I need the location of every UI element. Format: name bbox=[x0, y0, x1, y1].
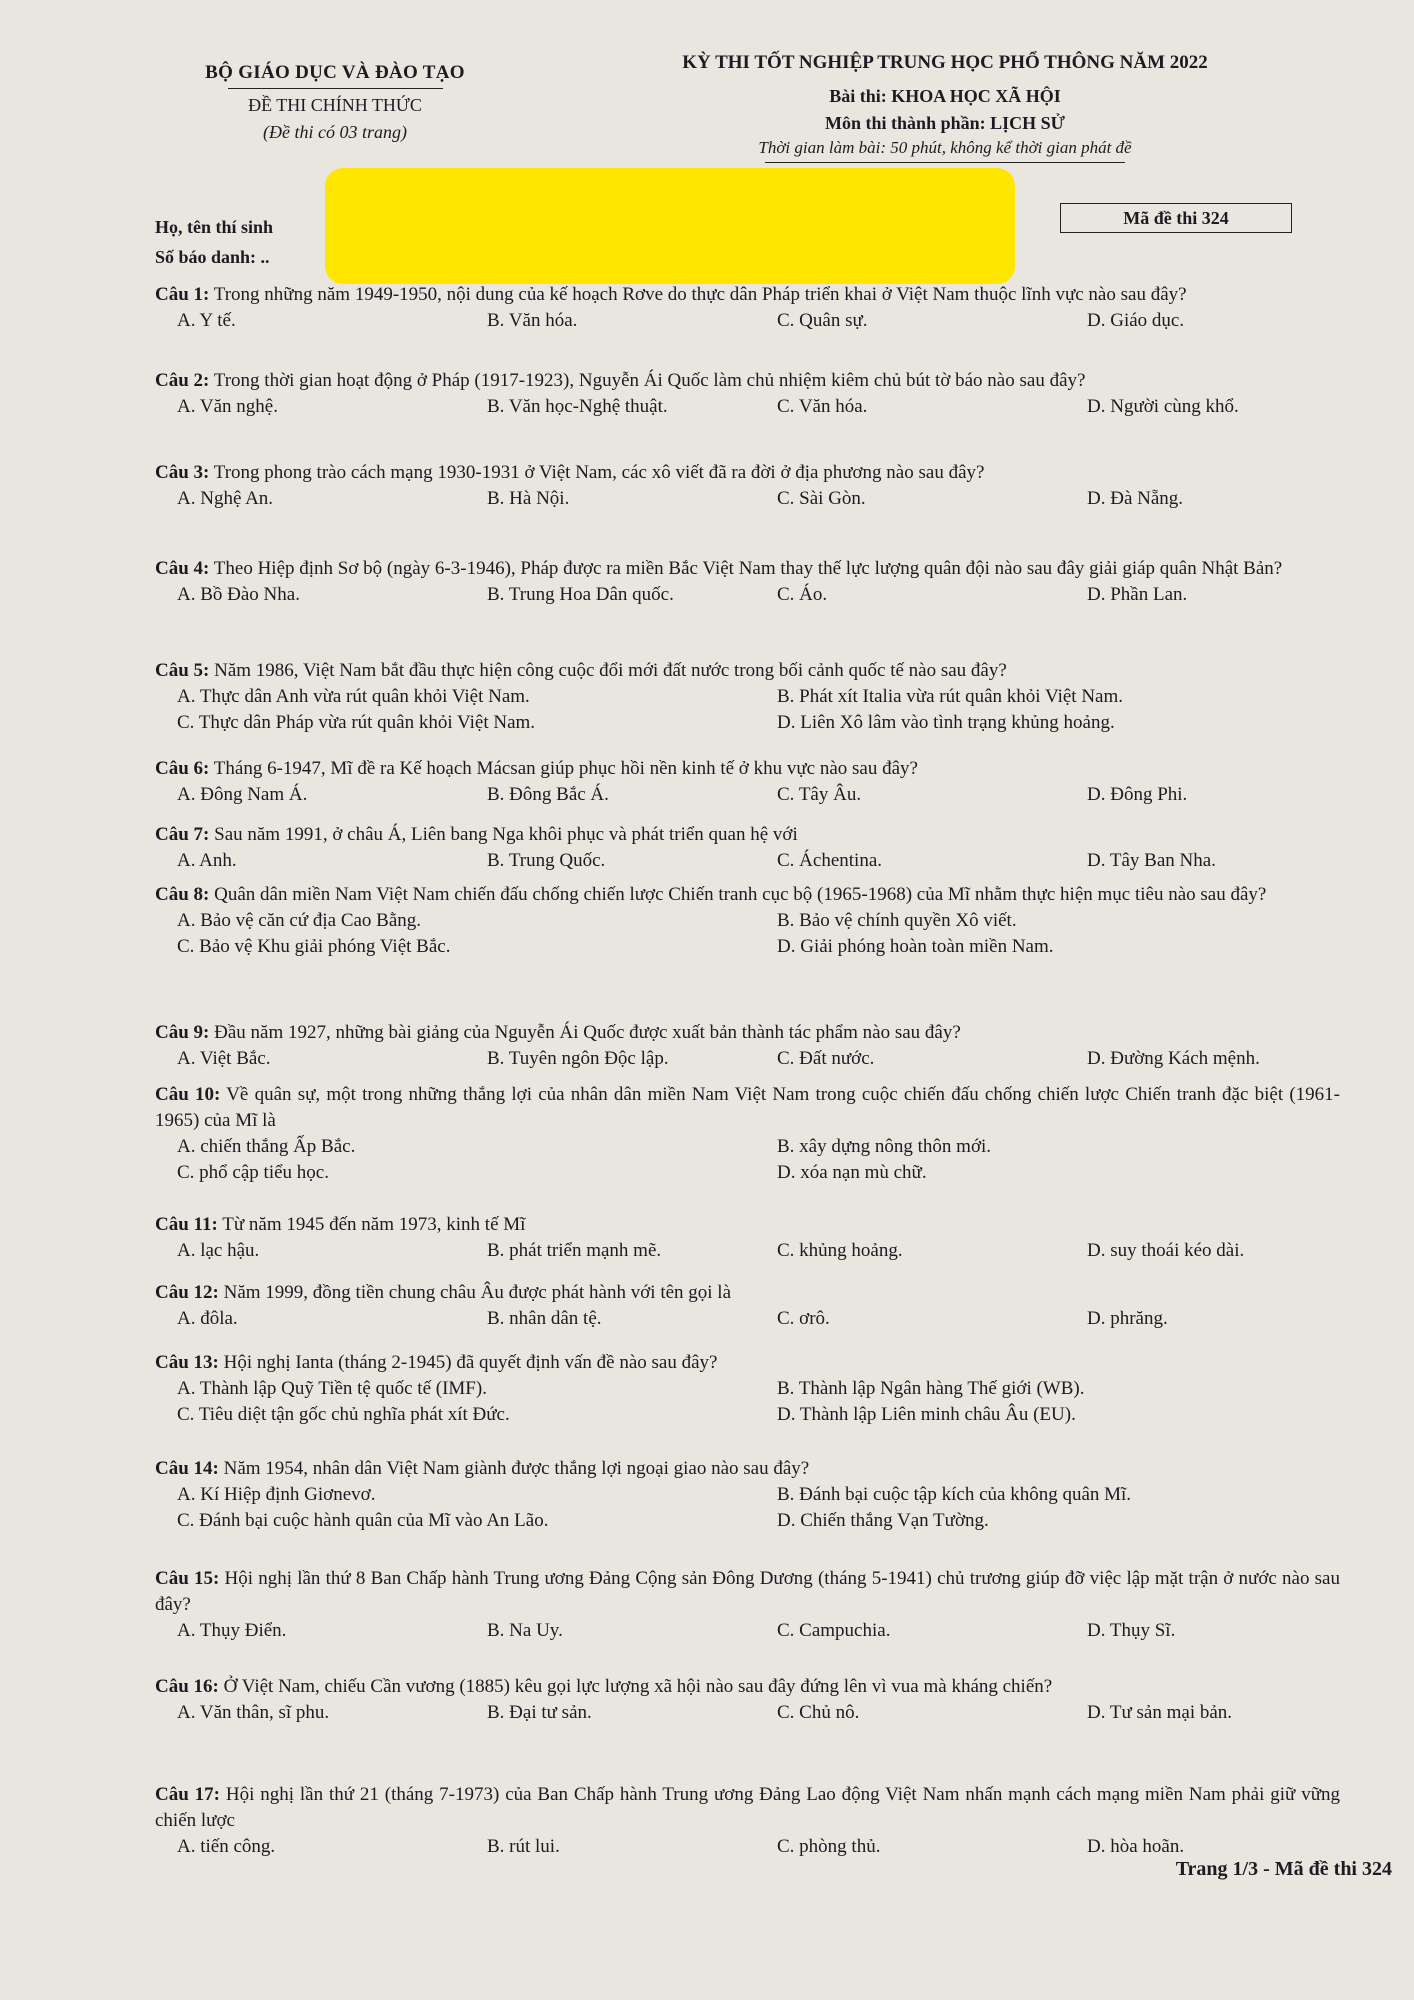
question-label: Câu 10: bbox=[155, 1084, 221, 1105]
option-b[interactable]: B. Văn học-Nghệ thuật. bbox=[487, 396, 668, 417]
option-b[interactable]: B. rút lui. bbox=[487, 1836, 560, 1857]
option-a[interactable]: A. Việt Bắc. bbox=[177, 1048, 271, 1069]
option-d[interactable]: D. Thành lập Liên minh châu Âu (EU). bbox=[777, 1404, 1076, 1425]
option-c[interactable]: C. phổ cập tiểu học. bbox=[177, 1162, 329, 1183]
question-label: Câu 6: bbox=[155, 758, 210, 779]
option-d[interactable]: D. suy thoái kéo dài. bbox=[1087, 1240, 1245, 1261]
question-label: Câu 3: bbox=[155, 462, 210, 483]
option-c[interactable]: C. Tiêu diệt tận gốc chủ nghĩa phát xít Đức. bbox=[177, 1404, 510, 1425]
option-c[interactable]: C. Chủ nô. bbox=[777, 1702, 860, 1723]
option-c[interactable]: C. ơrô. bbox=[777, 1308, 830, 1329]
question-label: Câu 9: bbox=[155, 1022, 210, 1043]
option-d[interactable]: D. Liên Xô lâm vào tình trạng khủng hoảng. bbox=[777, 712, 1115, 733]
option-a[interactable]: A. Thực dân Anh vừa rút quân khỏi Việt Nam. bbox=[177, 686, 530, 707]
option-b[interactable]: B. phát triển mạnh mẽ. bbox=[487, 1240, 662, 1261]
question-7 bbox=[155, 822, 1340, 874]
option-c[interactable]: C. Bảo vệ Khu giải phóng Việt Bắc. bbox=[177, 936, 451, 957]
ministry-name: BỘ GIÁO DỤC VÀ ĐÀO TẠO bbox=[205, 62, 465, 83]
option-b[interactable]: B. Bảo vệ chính quyền Xô viết. bbox=[777, 910, 1017, 931]
option-d[interactable]: D. hòa hoãn. bbox=[1087, 1836, 1185, 1857]
question-stem: Hội nghị Ianta (tháng 2-1945) đã quyết định vấn đề nào sau đây? bbox=[223, 1352, 718, 1373]
option-a[interactable]: A. Bảo vệ căn cứ địa Cao Bằng. bbox=[177, 910, 422, 931]
option-a[interactable]: A. Anh. bbox=[177, 850, 237, 871]
option-c[interactable]: C. Đất nước. bbox=[777, 1048, 875, 1069]
option-b[interactable]: B. xây dựng nông thôn mới. bbox=[777, 1136, 992, 1157]
option-b[interactable]: B. Thành lập Ngân hàng Thế giới (WB). bbox=[777, 1378, 1085, 1399]
question-16 bbox=[155, 1674, 1340, 1726]
option-b[interactable]: B. Trung Quốc. bbox=[487, 850, 606, 871]
option-b[interactable]: B. Tuyên ngôn Độc lập. bbox=[487, 1048, 669, 1069]
question-14 bbox=[155, 1456, 1340, 1534]
option-d[interactable]: D. Tư sản mại bản. bbox=[1087, 1702, 1233, 1723]
component-line: Môn thi thành phần: LỊCH SỬ bbox=[825, 113, 1065, 133]
question-label: Câu 16: bbox=[155, 1676, 219, 1697]
question-label: Câu 2: bbox=[155, 370, 210, 391]
option-c[interactable]: C. khủng hoảng. bbox=[777, 1240, 903, 1261]
option-a[interactable]: A. Y tế. bbox=[177, 310, 236, 331]
option-a[interactable]: A. đôla. bbox=[177, 1308, 238, 1329]
header-rule bbox=[228, 88, 443, 89]
option-c[interactable]: C. Đánh bại cuộc hành quân của Mĩ vào An Lão. bbox=[177, 1510, 549, 1531]
time-note: Thời gian làm bài: 50 phút, không kể thời gian phát đề bbox=[758, 138, 1132, 157]
official-label: ĐỀ THI CHÍNH THỨC bbox=[248, 95, 422, 115]
question-6 bbox=[155, 756, 1340, 808]
question-label: Câu 12: bbox=[155, 1282, 219, 1303]
option-a[interactable]: A. Bồ Đào Nha. bbox=[177, 584, 300, 605]
option-b[interactable]: B. Trung Hoa Dân quốc. bbox=[487, 584, 674, 605]
question-stem: Trong thời gian hoạt động ở Pháp (1917-1923), Nguyễn Ái Quốc làm chủ nhiệm kiêm chủ bút tờ báo nào sau đây? bbox=[213, 370, 1086, 391]
question-10 bbox=[155, 1082, 1340, 1186]
question-8 bbox=[155, 882, 1340, 960]
question-label: Câu 13: bbox=[155, 1352, 219, 1373]
question-label: Câu 8: bbox=[155, 884, 210, 905]
option-c[interactable]: C. Áo. bbox=[777, 584, 828, 605]
question-label: Câu 11: bbox=[155, 1214, 218, 1235]
option-d[interactable]: D. Thụy Sĩ. bbox=[1087, 1620, 1176, 1641]
option-c[interactable]: C. Áchentina. bbox=[777, 850, 883, 871]
option-c[interactable]: C. Thực dân Pháp vừa rút quân khỏi Việt Nam. bbox=[177, 712, 536, 733]
question-4 bbox=[155, 556, 1340, 608]
option-c[interactable]: C. Tây Âu. bbox=[777, 784, 862, 805]
question-2 bbox=[155, 368, 1340, 420]
option-d[interactable]: D. xóa nạn mù chữ. bbox=[777, 1162, 927, 1183]
question-stem: Sau năm 1991, ở châu Á, Liên bang Nga khôi phục và phát triển quan hệ với bbox=[214, 824, 798, 845]
question-3 bbox=[155, 460, 1340, 512]
option-a[interactable]: A. lạc hậu. bbox=[177, 1240, 260, 1261]
question-stem: Từ năm 1945 đến năm 1973, kinh tế Mĩ bbox=[222, 1214, 526, 1235]
question-label: Câu 1: bbox=[155, 284, 210, 305]
question-13 bbox=[155, 1350, 1340, 1428]
subject-line: Bài thi: KHOA HỌC XÃ HỘI bbox=[829, 86, 1061, 106]
option-b[interactable]: B. Na Uy. bbox=[487, 1620, 563, 1641]
question-stem: Theo Hiệp định Sơ bộ (ngày 6-3-1946), Pháp được ra miền Bắc Việt Nam thay thế lực lượng quân đội nào sau đây giải giáp quân Nhật Bản? bbox=[213, 558, 1283, 579]
option-c[interactable]: C. Campuchia. bbox=[777, 1620, 891, 1641]
question-5 bbox=[155, 658, 1340, 736]
option-a[interactable]: A. tiến công. bbox=[177, 1836, 276, 1857]
header-right bbox=[600, 52, 1290, 163]
question-stem: Trong những năm 1949-1950, nội dung của kế hoạch Rơve do thực dân Pháp triển khai ở Việt Nam thuộc lĩnh vực nào sau đây? bbox=[213, 284, 1187, 305]
question-label: Câu 5: bbox=[155, 660, 210, 681]
question-stem: Về quân sự, một trong những thắng lợi của nhân dân miền Nam Việt Nam trong cuộc chiến đấu chống chiến lược Chiến tranh đặc biệt (1961-1965) của Mĩ là bbox=[155, 1084, 1340, 1131]
option-d[interactable]: D. Người cùng khổ. bbox=[1087, 396, 1239, 417]
header-right-rule bbox=[765, 162, 1125, 163]
option-c[interactable]: C. phòng thủ. bbox=[777, 1836, 881, 1857]
candidate-name-label: Họ, tên thí sinh bbox=[155, 217, 274, 237]
option-a[interactable]: A. Kí Hiệp định Giơnevơ. bbox=[177, 1484, 376, 1505]
option-a[interactable]: A. Thành lập Quỹ Tiền tệ quốc tế (IMF). bbox=[177, 1378, 487, 1399]
question-stem: Trong phong trào cách mạng 1930-1931 ở Việt Nam, các xô viết đã ra đời ở địa phương nào sau đây? bbox=[213, 462, 985, 483]
option-b[interactable]: B. nhân dân tệ. bbox=[487, 1308, 602, 1329]
exam-code-box: Mã đề thi 324 bbox=[1060, 203, 1292, 233]
option-c[interactable]: C. Sài Gòn. bbox=[777, 488, 866, 509]
option-b[interactable]: B. Phát xít Italia vừa rút quân khỏi Việt Nam. bbox=[777, 686, 1123, 707]
redaction-block bbox=[325, 168, 1015, 284]
option-d[interactable]: D. Đông Phi. bbox=[1087, 784, 1188, 805]
option-a[interactable]: A. Thụy Điển. bbox=[177, 1620, 287, 1641]
question-stem: Năm 1954, nhân dân Việt Nam giành được thắng lợi ngoại giao nào sau đây? bbox=[223, 1458, 810, 1479]
question-17 bbox=[155, 1782, 1340, 1860]
option-d[interactable]: D. Chiến thắng Vạn Tường. bbox=[777, 1510, 989, 1531]
option-a[interactable]: A. Đông Nam Á. bbox=[177, 784, 308, 805]
option-b[interactable]: B. Đánh bại cuộc tập kích của không quân Mĩ. bbox=[777, 1484, 1132, 1505]
question-label: Câu 14: bbox=[155, 1458, 219, 1479]
pages-note: (Đề thi có 03 trang) bbox=[263, 122, 407, 142]
option-d[interactable]: D. phrăng. bbox=[1087, 1308, 1168, 1329]
question-label: Câu 15: bbox=[155, 1568, 220, 1589]
option-a[interactable]: A. Nghệ An. bbox=[177, 488, 274, 509]
option-b[interactable]: B. Văn hóa. bbox=[487, 310, 578, 331]
option-a[interactable]: A. Văn nghệ. bbox=[177, 396, 278, 417]
question-stem: Quân dân miền Nam Việt Nam chiến đấu chống chiến lược Chiến tranh cục bộ (1965-1968) của Mĩ nhằm thực hiện mục tiêu nào sau đây? bbox=[214, 884, 1267, 905]
question-stem: Hội nghị lần thứ 8 Ban Chấp hành Trung ương Đảng Cộng sản Đông Dương (tháng 5-1941) chủ trương giúp đỡ việc lập mặt trận ở nước nào sau đây? bbox=[155, 1568, 1340, 1615]
question-stem: Ở Việt Nam, chiếu Cần vương (1885) kêu gọi lực lượng xã hội nào sau đây đứng lên vì vua mà kháng chiến? bbox=[223, 1676, 1053, 1697]
question-stem: Đầu năm 1927, những bài giảng của Nguyễn Ái Quốc được xuất bản thành tác phẩm nào sau đây? bbox=[214, 1022, 961, 1043]
question-label: Câu 4: bbox=[155, 558, 210, 579]
option-d[interactable]: D. Giải phóng hoàn toàn miền Nam. bbox=[777, 936, 1054, 957]
question-stem: Năm 1986, Việt Nam bắt đầu thực hiện công cuộc đổi mới đất nước trong bối cảnh quốc tế nào sau đây? bbox=[214, 660, 1007, 681]
question-12 bbox=[155, 1280, 1340, 1332]
question-15 bbox=[155, 1566, 1340, 1644]
question-9 bbox=[155, 1020, 1340, 1072]
question-1 bbox=[155, 282, 1340, 334]
header-left bbox=[155, 62, 515, 143]
option-b[interactable]: B. Hà Nội. bbox=[487, 488, 570, 509]
option-d[interactable]: D. Tây Ban Nha. bbox=[1087, 850, 1216, 871]
option-c[interactable]: C. Văn hóa. bbox=[777, 396, 868, 417]
question-stem: Hội nghị lần thứ 21 (tháng 7-1973) của Ban Chấp hành Trung ương Đảng Lao động Việt Nam nhấn mạnh cách mạng miền Nam phải giữ vững chiến lược bbox=[155, 1784, 1340, 1831]
candidate-info bbox=[155, 212, 273, 272]
page-footer: Trang 1/3 - Mã đề thi 324 bbox=[1175, 1858, 1392, 1880]
option-d[interactable]: D. Phần Lan. bbox=[1087, 584, 1188, 605]
exam-title: KỲ THI TỐT NGHIỆP TRUNG HỌC PHỔ THÔNG NĂM 2022 bbox=[682, 52, 1208, 73]
option-b[interactable]: B. Đại tư sản. bbox=[487, 1702, 592, 1723]
question-11 bbox=[155, 1212, 1340, 1264]
question-stem: Năm 1999, đồng tiền chung châu Âu được phát hành với tên gọi là bbox=[223, 1282, 732, 1303]
option-d[interactable]: D. Đà Nẵng. bbox=[1087, 488, 1184, 509]
option-a[interactable]: A. chiến thắng Ấp Bắc. bbox=[177, 1136, 356, 1157]
question-label: Câu 17: bbox=[155, 1784, 220, 1805]
option-b[interactable]: B. Đông Bắc Á. bbox=[487, 784, 609, 805]
option-d[interactable]: D. Giáo dục. bbox=[1087, 310, 1185, 331]
question-stem: Tháng 6-1947, Mĩ đề ra Kế hoạch Mácsan giúp phục hồi nền kinh tế ở khu vực nào sau đây? bbox=[213, 758, 918, 779]
option-d[interactable]: D. Đường Kách mệnh. bbox=[1087, 1048, 1260, 1069]
question-label: Câu 7: bbox=[155, 824, 210, 845]
option-a[interactable]: A. Văn thân, sĩ phu. bbox=[177, 1702, 330, 1723]
candidate-number-label: Số báo danh: .. bbox=[155, 247, 270, 267]
option-c[interactable]: C. Quân sự. bbox=[777, 310, 868, 331]
